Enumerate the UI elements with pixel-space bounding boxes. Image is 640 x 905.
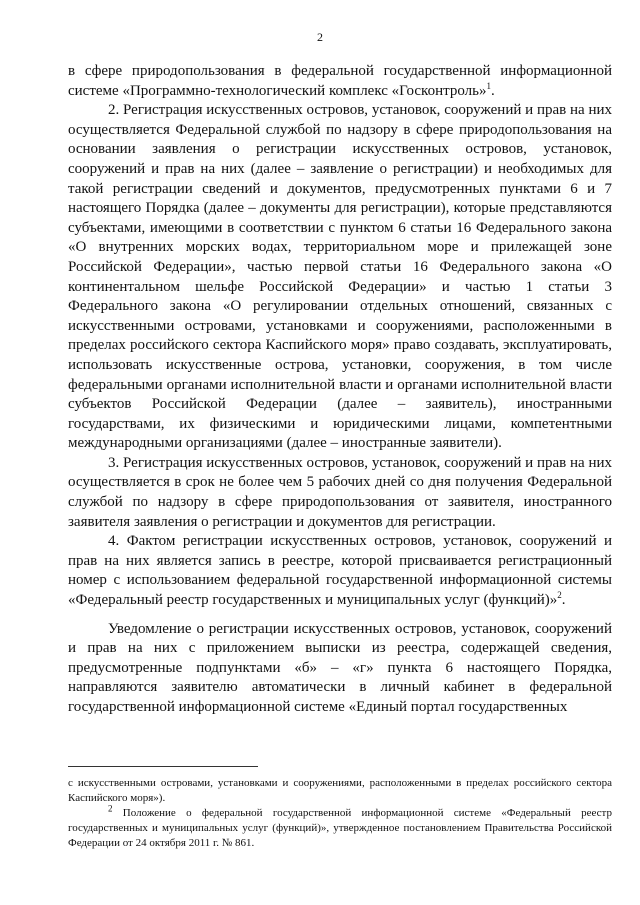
paragraph-text: 2. Регистрация искусственных островов, установок, сооружений и прав на них осуществляется Федеральной службой по надзору в сфере природопользования на основании заявления о регистрации искусственных островов, установок, сооружений и прав на них (далее – заявление о регистрации) и необходимых для такой регистрации сведений и документов, предусмотренных пунктами 6 и 7 настоящего Порядка (далее – документы для регистрации), которые представляются субъектами, имеющими в соответствии с пунктом 6 статьи 16 Федерального закона «О внутренних морских водах, территориальном море и прилежащей зоне Российской Федерации», частью первой статьи 16 Федерального закона «О континентальном шельфе Российской Федерации» и частью 1 статьи 3 Федерального закона «О регулировании отдельных отношений, связанных с искусственными островами, установками и сооружениями, расположенными в пределах российского сектора Каспийского моря» право создавать, эксплуатировать, использовать искусственные острова, установки, сооружения, в том числе федеральными органами исполнительной власти и органами исполнительной власти субъектов Российской Федерации (далее – заявитель), иностранными государствами, их физическими и юридическими лицами, компетентными международными организациями (далее – иностранные заявители). [68, 102, 612, 452]
footnote-continuation [68, 776, 612, 806]
paragraph-text: в сфере природопользования в федеральной государственной информационной системе «Программно-технологический комплекс «Госконтроль» [68, 63, 612, 99]
footnote-ref-1: 1 [486, 80, 491, 91]
document-body [68, 62, 612, 718]
paragraph-punctuation: . [561, 592, 566, 609]
paragraph-text: 3. Регистрация искусственных островов, установок, сооружений и прав на них осуществляется в срок не более чем 5 рабочих дней со дня получения Федеральной службой по надзору в сфере природопользования от заявителя, иностранного заявителя заявления о регистрации и документов для регистрации. [68, 454, 612, 530]
paragraph-item-2 [68, 101, 612, 454]
paragraph-text: 4. Фактом регистрации искусственных островов, установок, сооружений и прав на них является запись в реестре, которой присваивается регистрационный номер с использованием федеральной государственной информационной системы «Федеральный реестр государственных и муниципальных услуг (функций)» [68, 533, 612, 609]
paragraph-item-4 [68, 532, 612, 610]
footnote-2 [68, 803, 612, 851]
paragraph-item-3 [68, 454, 612, 532]
footnote-ref-2: 2 [557, 590, 562, 601]
footnote-divider [68, 766, 258, 767]
page-number: 2 [317, 30, 323, 44]
footnote-text: с искусственными островами, установками и сооружениями, расположенными в пределах российского сектора Каспийского моря»). [68, 777, 612, 804]
paragraph-notification [68, 620, 612, 718]
footnotes [68, 776, 612, 851]
footnote-text: Положение о федеральной государственной информационной системе «Федеральный реестр государственных и муниципальных услуг (функций)», утвержденное постановлением Правительства Российской Федерации от 24 октября 2011 г. № 861. [68, 807, 612, 849]
paragraph-text: Уведомление о регистрации искусственных островов, установок, сооружений и прав на них с приложением выписки из реестра, содержащей сведения, предусмотренные подпунктами «б» – «г» пункта 6 настоящего Порядка, направляются заявителю автоматически в личный кабинет в федеральной государственной информационной системе «Единый портал государственных [68, 620, 612, 715]
footnote-marker: 2 [108, 803, 113, 814]
paragraph-continuation [68, 62, 612, 101]
paragraph-punctuation: . [490, 82, 495, 99]
